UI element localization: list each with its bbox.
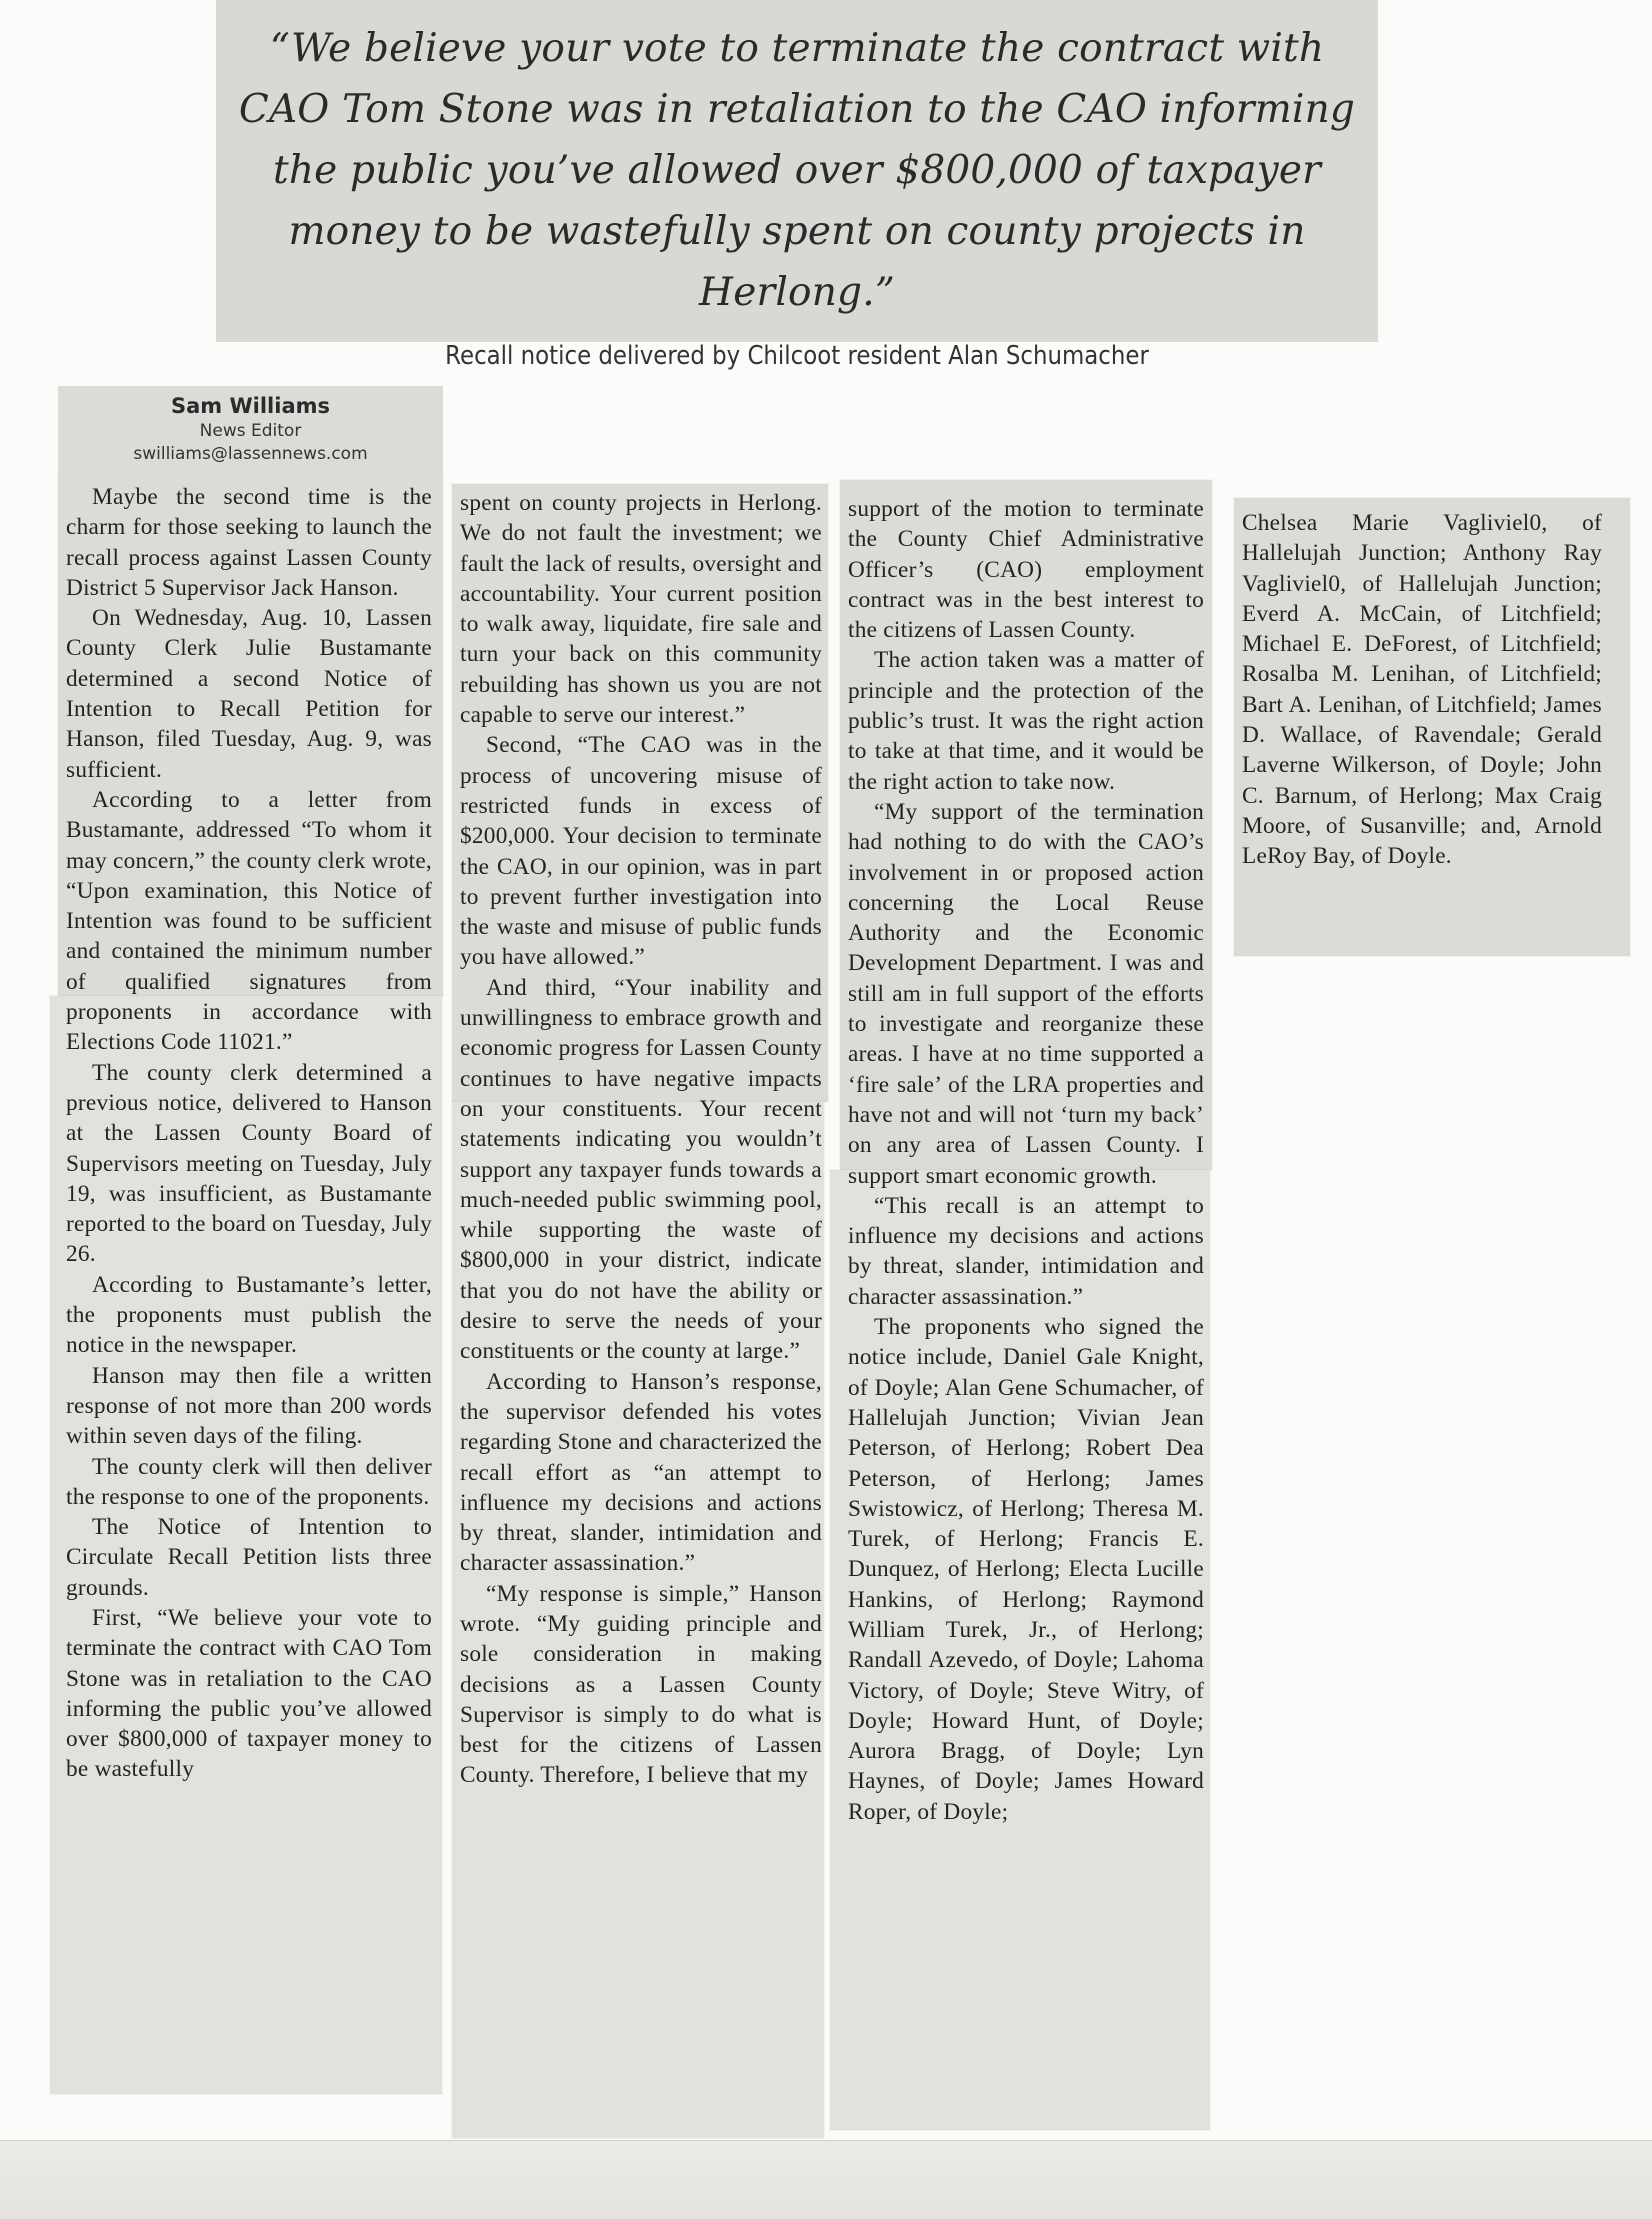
paragraph: Chelsea Marie Vagliviel0, of Hallelujah Junction; Anthony Ray Vagliviel0, of Hallelujah Junction; Everd A. McCain, of Litchfield; Michael E. DeForest, of Litchfield; Rosalba M. Lenihan, of Litchfield; Bart A. Lenihan, of Litchfield; James D. Wallace, of Ravendale; Gerald Laverne Wilkerson, of Doyle; John C. Barnum, of Herlong; Max Craig Moore, of Susanville; and, Arnold LeRoy Bay, of Doyle. — [1242, 510, 1602, 870]
article-column-2 — [460, 488, 822, 1791]
paragraph: The Notice of Intention to Circulate Recall Petition lists three grounds. — [66, 1514, 432, 1601]
paragraph: On Wednesday, Aug. 10, Lassen County Clerk Julie Bustamante determined a second Notice of Intention to Recall Petition for Hanson, filed Tuesday, Aug. 9, was sufficient. — [66, 605, 432, 783]
article-column-4 — [1242, 508, 1602, 872]
byline-role: News Editor — [199, 421, 302, 441]
pull-quote-clipping — [216, 0, 1378, 371]
paragraph: “My support of the termination had nothing to do with the CAO’s involvement in or proposed action concerning the Local Reuse Authority and the Economic Development Department. I was and still am in full support of the efforts to investigate and reorganize these areas. I have at no time supported a ‘fire sale’ of the LRA properties and have not and will not ‘turn my back’ on any area of Lassen County. I support smart economic growth. — [848, 798, 1204, 1189]
paragraph: Second, “The CAO was in the process of uncovering misuse of restricted funds in excess of $200,000. Your decision to terminate the CAO, in our opinion, was in part to prevent further investigation into the waste and misuse of public funds you have allowed.” — [460, 732, 822, 971]
paragraph: The county clerk will then deliver the response to one of the proponents. — [66, 1453, 432, 1510]
pull-quote-text: “We believe your vote to terminate the contract with CAO Tom Stone was in retaliation to the CAO informing the public you’ve allowed over $800,000 of taxpayer money to be wastefully spent on county projects in Herlong.” — [238, 26, 1356, 315]
paragraph: “My response is simple,” Hanson wrote. “My guiding principle and sole consideration in making decisions as a Lassen County Supervisor is simply to do what is best for the citizens of Lassen County. Therefore, I believe that my — [460, 1580, 822, 1789]
paragraph: The county clerk determined a previous notice, delivered to Hanson at the Lassen County Board of Supervisors meeting on Tuesday, July 19, was insufficient, as Bustamante reported to the board on Tuesday, July 26. — [66, 1059, 432, 1268]
pull-quote-caption: Recall notice delivered by Chilcoot resident Alan Schumacher — [445, 341, 1149, 371]
paragraph: And third, “Your inability and unwillingness to embrace growth and economic progress for Lassen County continues to have negative impacts on your constituents. Your recent statements indicating you wouldn’t support any taxpayer funds towards a much-needed public swimming pool, while supporting the waste of $800,000 in your district, indicate that you do not have the ability or desire to serve the needs of your constituents or the county at large.” — [460, 974, 823, 1365]
paragraph: “This recall is an attempt to influence my decisions and actions by threat, slander, intimidation and character assassination.” — [848, 1192, 1204, 1310]
paragraph: support of the motion to terminate the County Chief Administrative Officer’s (CAO) employment contract was in the best interest to the citizens of Lassen County. — [848, 496, 1204, 644]
paragraph: The action taken was a matter of principle and the protection of the public’s trust. It was the right action to take at that time, and it would be the right action to take now. — [848, 647, 1204, 795]
paragraph: According to Bustamante’s letter, the proponents must publish the notice in the newspaper. — [66, 1271, 432, 1359]
scanner-edge — [0, 2140, 1652, 2219]
paragraph: According to a letter from Bustamante, addressed “To whom it may concern,” the county clerk wrote, “Upon examination, this Notice of Intention was found to be sufficient and contained the minimum number of qualified signatures from proponents in accordance with Elections Code 11021.” — [66, 786, 432, 1056]
paragraph: According to Hanson’s response, the supervisor defended his votes regarding Stone and characterized the recall effort as “an attempt to influence my decisions and actions by threat, slander, intimidation and character assassination.” — [460, 1368, 822, 1577]
paragraph: First, “We believe your vote to terminate the contract with CAO Tom Stone was in retaliation to the CAO informing the public you’ve allowed over $800,000 of taxpayer money to be wastefully — [66, 1604, 432, 1783]
paragraph: Hanson may then file a written response of not more than 200 words within seven days of the filing. — [66, 1362, 432, 1450]
byline-email: swilliams@lassennews.com — [133, 444, 368, 464]
paragraph: Maybe the second time is the charm for those seeking to launch the recall process against Lassen County District 5 Supervisor Jack Hanson. — [66, 484, 432, 601]
byline-name: Sam Williams — [171, 394, 330, 418]
paragraph: The proponents who signed the notice include, Daniel Gale Knight, of Doyle; Alan Gene Schumacher, of Hallelujah Junction; Vivian Jean Peterson, of Herlong; Robert Dea Peterson, of Herlong; James Swistowicz, of Herlong; Theresa M. Turek, of Herlong; Francis E. Dunquez, of Herlong; Electa Lucille Hankins, of Herlong; Raymond William Turek, Jr., of Herlong; Randall Azevedo, of Doyle; Lahoma Victory, of Doyle; Steve Witry, of Doyle; Howard Hunt, of Doyle; Aurora Bragg, of Doyle; Lyn Haynes, of Doyle; James Howard Roper, of Doyle; — [848, 1314, 1204, 1825]
byline — [58, 386, 443, 478]
article-column-3 — [848, 494, 1204, 1827]
paragraph: spent on county projects in Herlong. We do not fault the investment; we fault the lack of results, oversight and accountability. Your current position to walk away, liquidate, fire sale and turn your back on this community rebuilding has shown us you are not capable to serve our interest.” — [460, 490, 822, 729]
article-column-1 — [66, 482, 432, 1785]
